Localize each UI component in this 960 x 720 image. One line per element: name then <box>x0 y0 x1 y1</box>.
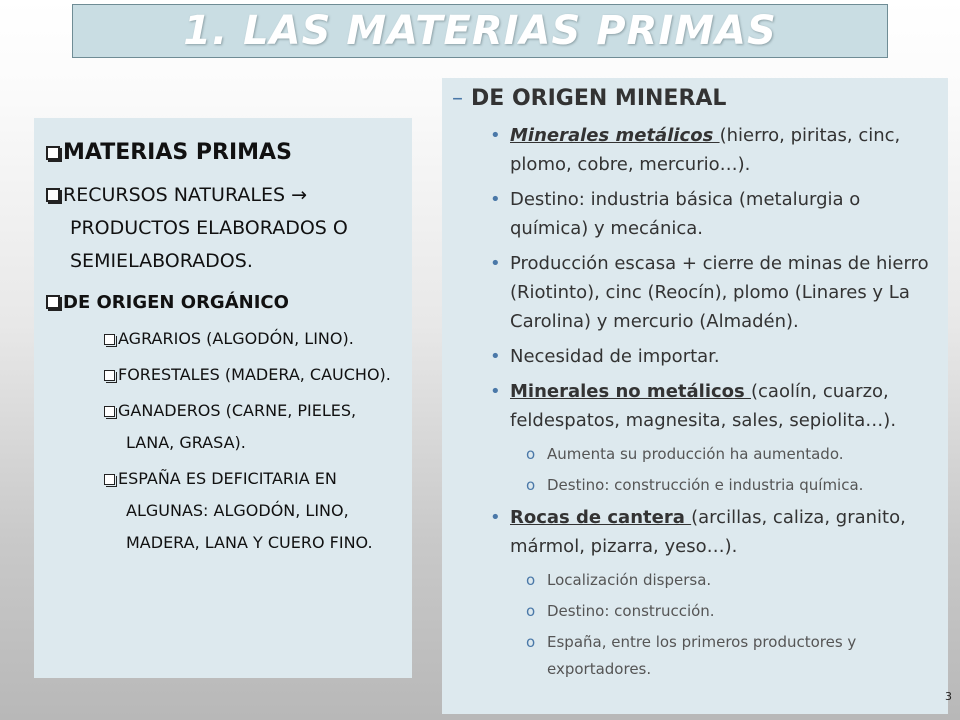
list-item: • Minerales metálicos (hierro, piritas, cinc, plomo, cobre, mercurio…). <box>452 121 938 179</box>
minerales-metalicos-label: Minerales metálicos <box>510 125 720 146</box>
circle-bullet-icon: o <box>526 602 536 620</box>
dot-bullet-icon: • <box>490 253 501 274</box>
slide-title: 1. LAS MATERIAS PRIMAS <box>183 8 777 54</box>
list-item: AGRARIOS (ALGODÓN, LINO). <box>104 323 404 355</box>
sub-list-item: o Destino: construcción e industria química. <box>452 472 938 499</box>
list-item: ESPAÑA ES DEFICITARIA EN ALGUNAS: ALGODÓN, LINO, MADERA, LANA Y CUERO FINO. <box>104 463 404 559</box>
sub-list-item: o Aumenta su producción ha aumentado. <box>452 441 938 468</box>
checkbox-bullet-icon <box>46 146 60 160</box>
circle-bullet-icon: o <box>526 476 536 494</box>
page-number: 3 <box>945 690 952 703</box>
materias-primas-heading: MATERIAS PRIMAS <box>46 140 404 165</box>
sub-list-item: o Localización dispersa. <box>452 567 938 594</box>
right-panel <box>442 78 948 714</box>
list-item: • Necesidad de importar. <box>452 342 938 371</box>
dot-bullet-icon: • <box>490 125 501 146</box>
list-item: • Producción escasa + cierre de minas de hierro (Riotinto), cinc (Reocín), plomo (Linares y La Carolina) y mercurio (Almadén). <box>452 249 938 336</box>
list-item: FORESTALES (MADERA, CAUCHO). <box>104 359 404 391</box>
circle-bullet-icon: o <box>526 571 536 589</box>
title-banner <box>72 4 888 58</box>
checkbox-bullet-icon <box>104 474 115 485</box>
recursos-naturales-text: RECURSOS NATURALES → PRODUCTOS ELABORADOS O SEMIELABORADOS. <box>46 179 404 278</box>
circle-bullet-icon: o <box>526 633 536 651</box>
list-item: • Minerales no metálicos (caolín, cuarzo, feldespatos, magnesita, sales, sepiolita…). <box>452 377 938 435</box>
checkbox-bullet-icon <box>46 188 60 202</box>
origen-organico-heading: DE ORIGEN ORGÁNICO <box>46 292 404 313</box>
minerales-no-metalicos-label: Minerales no metálicos <box>510 381 752 402</box>
list-item: • Destino: industria básica (metalurgia o química) y mecánica. <box>452 185 938 243</box>
list-item: • Rocas de cantera (arcillas, caliza, granito, mármol, pizarra, yeso…). <box>452 503 938 561</box>
dot-bullet-icon: • <box>490 189 501 210</box>
circle-bullet-icon: o <box>526 445 536 463</box>
rocas-de-cantera-label: Rocas de cantera <box>510 507 692 528</box>
dot-bullet-icon: • <box>490 507 501 528</box>
sub-list-item: o España, entre los primeros productores y exportadores. <box>452 629 938 683</box>
checkbox-bullet-icon <box>104 370 115 381</box>
dash-bullet-icon: – <box>452 86 463 111</box>
sub-list-item: o Destino: construcción. <box>452 598 938 625</box>
checkbox-bullet-icon <box>46 295 60 309</box>
left-panel <box>34 118 412 678</box>
checkbox-bullet-icon <box>104 334 115 345</box>
dot-bullet-icon: • <box>490 346 501 367</box>
list-item: GANADEROS (CARNE, PIELES, LANA, GRASA). <box>104 395 404 459</box>
checkbox-bullet-icon <box>104 406 115 417</box>
dot-bullet-icon: • <box>490 381 501 402</box>
origen-mineral-heading: – DE ORIGEN MINERAL <box>452 86 727 111</box>
